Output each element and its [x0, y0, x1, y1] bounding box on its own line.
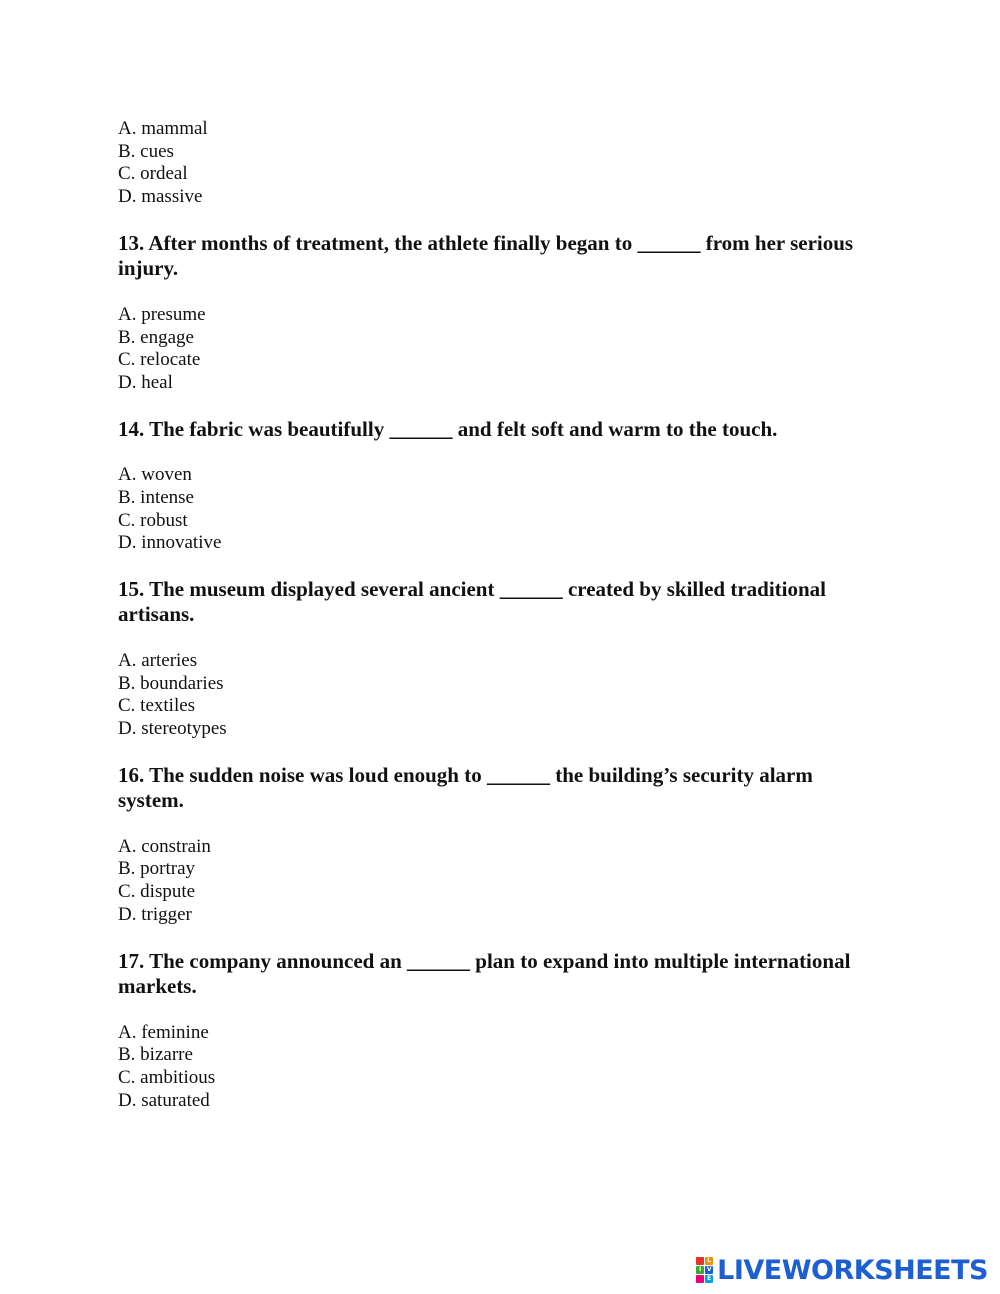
question-text: 17. The company announced an ______ plan to expand into multiple international markets.	[118, 948, 851, 999]
question-options	[118, 304, 878, 395]
worksheet-content	[118, 118, 878, 1112]
option: D. innovative	[118, 532, 222, 554]
question-options	[118, 1022, 878, 1113]
option: A. constrain	[118, 835, 211, 857]
option: B. boundaries	[118, 672, 224, 694]
option: D. trigger	[118, 903, 192, 925]
question-text: 15. The museum displayed several ancient ______ created by skilled traditional artisans.	[118, 576, 826, 627]
option: B. portray	[118, 858, 196, 880]
question-options	[118, 464, 878, 555]
question-17	[118, 949, 878, 1113]
question-15	[118, 577, 878, 741]
option: D. heal	[118, 371, 173, 393]
option: A. mammal	[118, 118, 208, 139]
logo-text: LIVEWORKSHEETS	[717, 1254, 988, 1286]
question-options	[118, 650, 878, 741]
option: A. presume	[118, 303, 206, 325]
question-text: 16. The sudden noise was loud enough to ______ the building’s security alarm system.	[118, 762, 813, 813]
option: B. bizarre	[118, 1044, 193, 1066]
question-13	[118, 231, 878, 395]
option: A. feminine	[118, 1021, 209, 1043]
option: D. stereotypes	[118, 718, 227, 740]
option: A. woven	[118, 464, 192, 486]
option: A. arteries	[118, 649, 198, 671]
option: B. cues	[118, 140, 174, 162]
option: C. ambitious	[118, 1066, 216, 1088]
option: C. relocate	[118, 349, 201, 371]
option: B. intense	[118, 486, 194, 508]
question-text: 13. After months of treatment, the athlete finally began to ______ from her serious injury.	[118, 230, 854, 281]
option: D. saturated	[118, 1089, 210, 1111]
liveworksheets-logo[interactable]	[696, 1254, 988, 1286]
option: C. ordeal	[118, 163, 188, 185]
option: C. textiles	[118, 695, 196, 717]
option: D. massive	[118, 186, 203, 208]
option: C. dispute	[118, 881, 196, 903]
previous-question-options	[118, 118, 878, 209]
question-options	[118, 836, 878, 927]
logo-mark-icon: L I V E	[696, 1257, 713, 1283]
question-14	[118, 417, 878, 555]
question-16	[118, 763, 878, 927]
option: B. engage	[118, 326, 194, 348]
option: C. robust	[118, 509, 188, 531]
question-text: 14. The fabric was beautifully ______ and felt soft and warm to the touch.	[118, 416, 778, 441]
